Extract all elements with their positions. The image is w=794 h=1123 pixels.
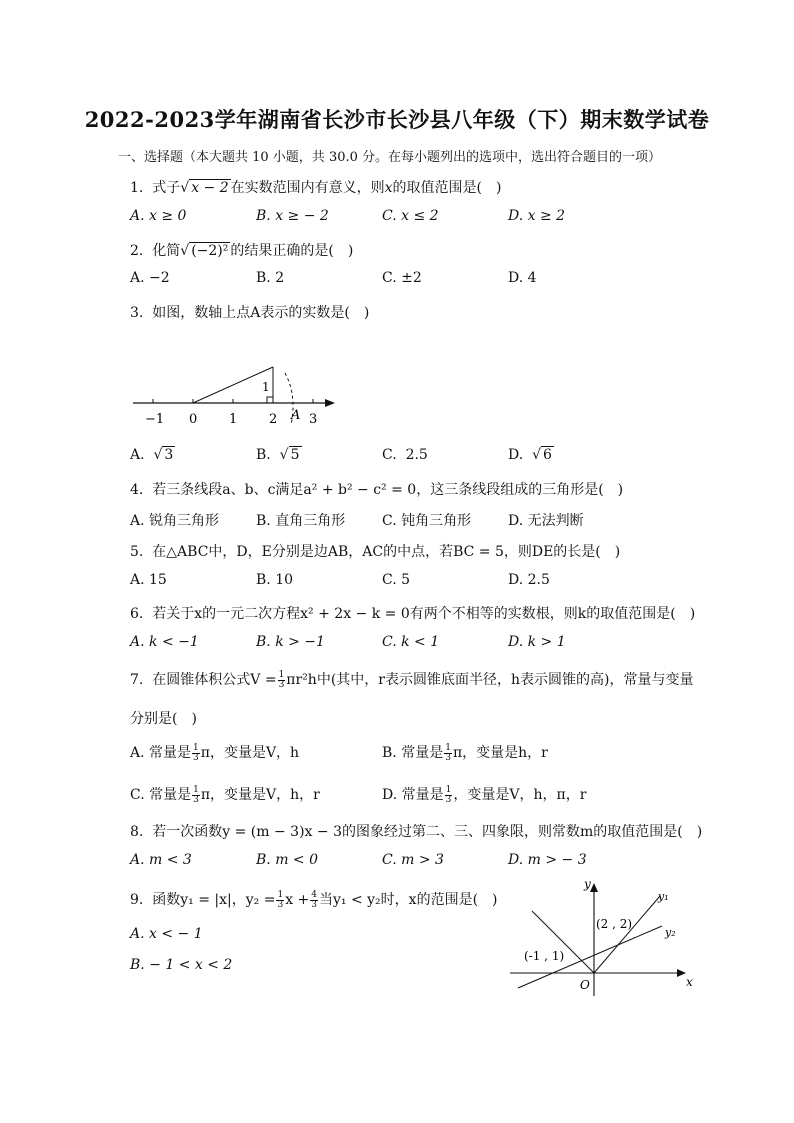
y1-left-branch <box>532 911 594 973</box>
q5-text: 在△ABC中，D，E分别是边AB，AC的中点，若BC = 5，则DE的长是( ) <box>152 544 621 560</box>
q3-text: 如图，数轴上点A表示的实数是( ) <box>152 305 370 321</box>
q7-text-b: πr²h中(其中，r表示圆锥底面半径，h表示圆锥的高)，常量与变量 <box>286 672 694 688</box>
question-6 <box>130 603 695 623</box>
q6-text: 若关于x的一元二次方程x² + 2x − k = 0有两个不相等的实数根，则k的取值范围是( ) <box>152 606 696 622</box>
q8-option-b[interactable]: B. m < 0 <box>256 852 319 868</box>
q7-text-a: 在圆锥体积公式V = <box>152 672 277 688</box>
question-5 <box>130 541 620 561</box>
q7-fraction: $\frac{1}{3}$ <box>278 669 285 690</box>
number-line-figure <box>125 355 345 435</box>
q9-fraction-1: $\frac{1}{3}$ <box>277 889 284 910</box>
intersection-label-1: (2 , 2) <box>596 917 633 931</box>
y-axis-label: y <box>584 877 591 891</box>
q2-option-d[interactable]: D. 4 <box>508 270 537 286</box>
q2-radical: √ (−2)² <box>180 243 229 259</box>
y1-label: y₁ <box>658 890 669 903</box>
question-3 <box>130 302 369 322</box>
q9-option-b[interactable]: B. − 1 < x < 2 <box>130 957 233 973</box>
q2-text-a: 化简 <box>152 243 181 259</box>
origin-label: O <box>580 978 590 992</box>
question-9 <box>130 889 498 910</box>
q7-number: 7. <box>130 672 144 688</box>
right-angle-mark <box>267 397 273 403</box>
q3-number: 3. <box>130 305 144 321</box>
q9-fraction-2: $\frac{4}{3}$ <box>311 889 317 910</box>
page-title: 2022-2023学年湖南省长沙市长沙县八年级（下）期末数学试卷 <box>84 107 710 132</box>
q2-text-b: 的结果正确的是( ) <box>230 243 354 259</box>
q1-text-b: 在实数范围内有意义，则 <box>230 180 385 196</box>
axis-arrow-icon <box>325 399 335 407</box>
q3-option-b[interactable]: B. √ 5 <box>256 447 300 463</box>
q2-option-a[interactable]: A. −2 <box>130 270 170 286</box>
q2-number: 2. <box>130 243 144 259</box>
q7-line2: 分别是( ) <box>130 711 197 727</box>
q8-number: 8. <box>130 824 144 840</box>
y1-right-branch <box>594 896 660 973</box>
q2-option-c[interactable]: C. ±2 <box>382 270 422 286</box>
q1-text-c: 的取值范围是( ) <box>392 180 502 196</box>
q3-option-c[interactable]: C. 2.5 <box>382 447 428 463</box>
question-4 <box>130 479 623 499</box>
y-axis-arrow-icon <box>590 883 598 892</box>
q1-radical: √ x − 2 <box>180 180 229 196</box>
q1-option-d[interactable]: D. x ≥ 2 <box>508 208 566 224</box>
q9-number: 9. <box>130 892 144 908</box>
q7-option-a[interactable]: A. 常量是 $\frac{1}{3}$ π，变量是V，h <box>130 742 300 763</box>
q9-text-c: 当y₁ < y₂时，x的范围是( ) <box>319 892 498 908</box>
q7-option-b[interactable]: B. 常量是 $\frac{1}{3}$ π，变量是h，r <box>382 742 548 763</box>
q9-text-a: 函数y₁ = |x|，y₂ = <box>152 892 276 908</box>
q8-option-c[interactable]: C. m > 3 <box>382 852 444 868</box>
tick-label: −1 <box>145 412 165 427</box>
q2-option-b[interactable]: B. 2 <box>256 270 285 286</box>
q9-option-a[interactable]: A. x < − 1 <box>130 926 203 942</box>
q5-number: 5. <box>130 544 144 560</box>
q1-option-c[interactable]: C. x ≤ 2 <box>382 208 439 224</box>
x-axis-arrow-icon <box>677 969 686 977</box>
question-8 <box>130 821 702 841</box>
q5-option-d[interactable]: D. 2.5 <box>508 572 550 588</box>
q1-option-b[interactable]: B. x ≥ − 2 <box>256 208 329 224</box>
q8-option-d[interactable]: D. m > − 3 <box>508 852 587 868</box>
tick-label: 0 <box>189 412 198 427</box>
q6-option-c[interactable]: C. k < 1 <box>382 634 440 650</box>
tick-label: 2 <box>269 412 278 427</box>
q3-option-d[interactable]: D. √ 6 <box>508 447 552 463</box>
question-7 <box>130 669 693 690</box>
q4-text: 若三条线段a、b、c满足a² + b² − c² = 0，这三条线段组成的三角形是( ) <box>152 482 624 498</box>
q4-option-a[interactable]: A. 锐角三角形 <box>130 513 220 529</box>
q4-option-c[interactable]: C. 钝角三角形 <box>382 513 472 529</box>
q1-var: x <box>384 180 393 196</box>
q8-option-a[interactable]: A. m < 3 <box>130 852 192 868</box>
q9-text-b: x + <box>285 892 310 908</box>
q4-number: 4. <box>130 482 144 498</box>
hypotenuse <box>193 367 273 403</box>
q4-option-b[interactable]: B. 直角三角形 <box>256 513 346 529</box>
side-label: 1 <box>262 380 270 394</box>
intersection-label-2: (-1 , 1) <box>524 949 565 963</box>
section-heading: 一、选择题（本大题共 10 小题，共 30.0 分。在每小题列出的选项中，选出符合题目的一项） <box>118 150 662 165</box>
q1-number: 1. <box>130 180 144 196</box>
q1-text-a: 式子 <box>152 180 181 196</box>
q5-option-c[interactable]: C. 5 <box>382 572 411 588</box>
q7-option-d[interactable]: D. 常量是 $\frac{1}{3}$ ，变量是V，h，π，r <box>382 784 587 805</box>
tick-label: 3 <box>309 412 318 427</box>
q5-option-a[interactable]: A. 15 <box>130 572 167 588</box>
q6-option-d[interactable]: D. k > 1 <box>508 634 566 650</box>
x-axis-label: x <box>686 975 693 989</box>
q1-option-a[interactable]: A. x ≥ 0 <box>130 208 187 224</box>
function-graph-figure <box>500 876 700 998</box>
q6-option-a[interactable]: A. k < −1 <box>130 634 199 650</box>
q4-option-d[interactable]: D. 无法判断 <box>508 513 584 529</box>
q6-option-b[interactable]: B. k > −1 <box>256 634 325 650</box>
q8-text: 若一次函数y = (m − 3)x − 3的图象经过第二、三、四象限，则常数m的取值范围是( ) <box>152 824 703 840</box>
question-2 <box>130 240 353 260</box>
q3-option-a[interactable]: A. √ 3 <box>130 447 174 463</box>
q5-option-b[interactable]: B. 10 <box>256 572 294 588</box>
tick-label: 1 <box>229 412 238 427</box>
q7-option-c[interactable]: C. 常量是 $\frac{1}{3}$ π，变量是V，h，r <box>130 784 320 805</box>
q6-number: 6. <box>130 606 144 622</box>
point-a-label: A <box>291 408 301 423</box>
y2-label: y₂ <box>665 926 676 939</box>
question-1 <box>130 177 501 197</box>
